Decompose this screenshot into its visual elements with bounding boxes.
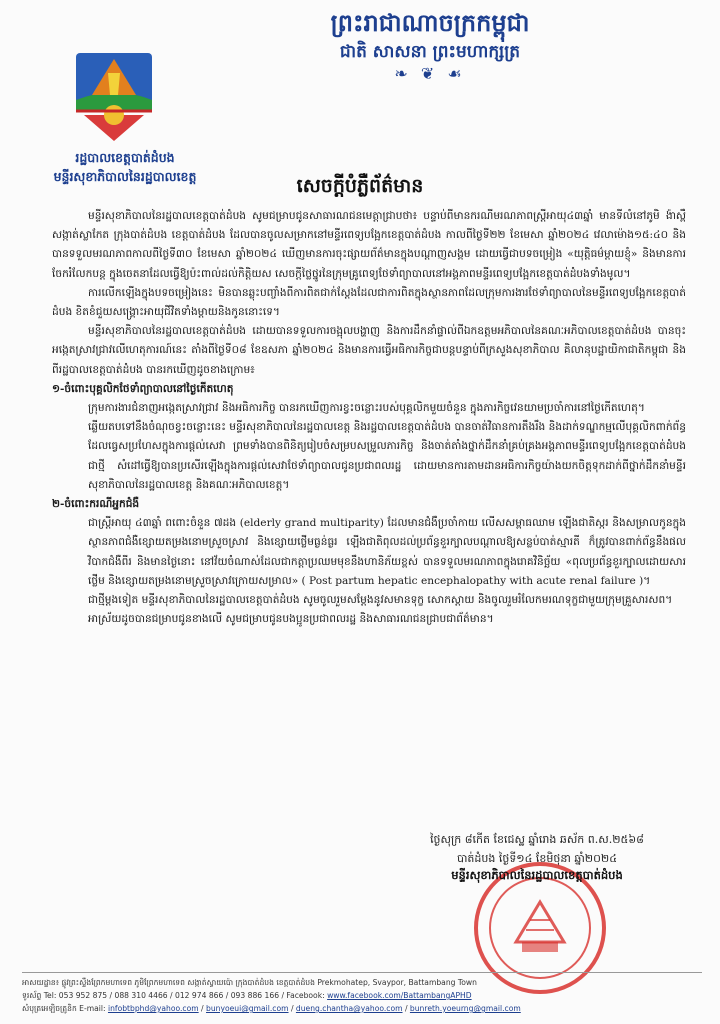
- document-body: [52, 207, 686, 629]
- section-patient-condolence: ជាថ្មីម្តងទៀត មន្ទីរសុខាភិបាលនៃរដ្ឋបាលខេត្តបាត់ដំបង សូមចូលរួមសម្តែងនូវសមានទុក្ខ សោកស្តាយ និងចូលរួមរំលែកមរណទុក្ខជាមួយក្រុមគ្រួសារសព។: [88, 594, 673, 607]
- kingdom-name: ព្រះរាជាណាចក្រកម្ពុជា: [330, 8, 530, 37]
- paragraph-investigation: មន្ទីរសុខាភិបាលនៃរដ្ឋបាលខេត្តបាត់ដំបង ដោយបានទទួលការចង្អុលបង្ហាញ និងការដឹកនាំផ្ទាល់ពីឯកឧត្តមអភិបាលនៃគណៈអភិបាលខេត្តបាត់ដំបង បានចុះអង្កេតស្រាវជ្រាវលើហេតុការណ៍នេះ តាំងពីថ្ងៃទី០៨ ខែឧសភា ឆ្នាំ២០២៤ និងមានការធ្វើអធិការកិច្ចជាបន្តបន្ទាប់ពីក្រសួងសុខាភិបាល គិលានុបដ្ឋាយិកាជាតិកម្ពុជា និងពីរដ្ឋបាលខេត្តបាត់ដំបង បានរកឃើញដូចខាងក្រោម៖: [52, 325, 686, 376]
- signer-name: មន្ទីរសុខាភិបាលនៃរដ្ឋបាលខេត្តបាត់ដំបង: [451, 868, 623, 882]
- footer-address: អាសយដ្ឋាន៖ ផ្លូវព្រះស្ទឹងព្រែកមហាទេព ភូមិព្រែកមហាទេព សង្កាត់ស្វាយប៉ោ ក្រុងបាត់ដំបង ខេត្តបាត់ដំបង Prekmohatep, Svaypor, Battambang Town: [22, 978, 477, 987]
- section-staff-measures: ឆ្លើយតបទៅនឹងចំណុចខ្វះចន្លោះនេះ មន្ទីរសុខាភិបាលនៃរដ្ឋបាលខេត្ត និងរដ្ឋបាលខេត្តបាត់ដំបង បានចាត់វិធានការតឹងរឹង និងដាក់ទណ្ឌកម្មលើបុគ្គលិកពាក់ព័ន្ធដែលធ្វេសប្រហែសក្នុងការផ្តល់សេវា ព្រមទាំងបានពិនិត្យរៀបចំសម្របសម្រួលភារកិច្ច និងចាត់តាំងថ្នាក់ដឹកនាំគ្រប់គ្រងអង្គភាពមន្ទីរពេទ្យបង្អែកខេត្តបាត់ដំបង ជាថ្មី សំដៅធ្វើឱ្យបានប្រសើរឡើងក្នុងការផ្តល់សេវាថែទាំព្យាបាលជូនប្រជាពលរដ្ឋ ដោយមានការតាមដានអធិការកិច្ចយ៉ាងយកចិត្តទុកដាក់ពីថ្នាក់ដឹកនាំមន្ទីរសុខាភិបាលនៃរដ្ឋបាលខេត្ត និងគណៈអភិបាលខេត្ត។: [88, 421, 686, 491]
- section-patient-title: ២-ចំពោះករណីអ្នកជំងឺ: [52, 498, 140, 511]
- paragraph-intro: មន្ទីរសុខាភិបាលនៃរដ្ឋបាលខេត្តបាត់ដំបង សូមជម្រាបជូនសាធារណជនមេត្តាជ្រាបថា៖ បន្ទាប់ពីមានករណីមរណភាពស្ត្រីអាយុ៤៣ឆ្នាំ មានទីលំនៅភូមិ ង៉ាស្ពឺ សង្កាត់ស្លាកែត ក្រុងបាត់ដំបង ខេត្តបាត់ដំបង ដែលបានចូលសម្រាកនៅមន្ទីរពេទ្យបង្អែកខេត្តបាត់ដំបង កាលពីថ្ងៃទី២២ ខែមេសា ឆ្នាំ២០២៤ វេលាម៉ោង១៥:៤០ និងបានទទួលមរណភាពកាលពីថ្ងៃទី៣០ ខែមេសា ឆ្នាំ២០២៤ ឃើញមានការចុះផ្សាយព័ត៌មានក្នុងបណ្តាញសង្គម ដោយធ្វើជាបទចម្រៀង «យុត្តិធម៌ម្តាយខ្ញុំ» និងមានការចែករំលែកបន្ត ក្នុងចេតនាដែលធ្វើឱ្យប៉ះពាល់ដល់កិត្តិយស សេចក្តីថ្លៃថ្នូរនៃក្រុមគ្រូពេទ្យថែទាំព្យាបាលនៅអង្គភាពមន្ទីរពេទ្យបង្អែកខេត្តបាត់ដំបងទាំងមូល។: [52, 210, 686, 280]
- email-label: សំបុត្រអេឡិចត្រូនិក E-mail:: [22, 1004, 108, 1013]
- health-department: មន្ទីរសុខាភិបាលនៃរដ្ឋបាលខេត្ត: [53, 169, 197, 184]
- lunar-date: ថ្ងៃសុក្រ ៨កើត ខែជេស្ឋ ឆ្នាំរោង ឆស័ក ព.ស.២៥៦៨: [430, 833, 644, 846]
- footer-contact: [22, 989, 702, 1002]
- paragraph-closing: អាស្រ័យដូចបានជម្រាបជូនខាងលើ សូមជម្រាបជូនបងប្អូនប្រជាពលរដ្ឋ និងសាធារណជនជ្រាបជាព័ត៌មាន។: [88, 613, 494, 626]
- document-title: សេចក្តីបំភ្លឺព័ត៌មាន: [296, 175, 424, 197]
- footer-phone: ទូរស័ព្ទ Tel: 053 952 875 / 088 310 4466 / 012 974 866 / 093 886 166 / Facebook:: [22, 991, 328, 1000]
- section-staff-title: ១-ចំពោះបុគ្គលិកថែទាំព្យាបាលនៅថ្ងៃកើតហេតុ: [52, 382, 234, 395]
- email-link-bunyoeui[interactable]: bunyoeui@gmail.com: [206, 1004, 289, 1013]
- national-motto: ជាតិ សាសនា ព្រះមហាក្សត្រ: [339, 42, 521, 62]
- ministry-logo-icon: [64, 45, 164, 145]
- kingdom-header: [210, 8, 650, 83]
- paragraph-song: ការលើកឡើងក្នុងបទចម្រៀងនេះ មិនបានឆ្លុះបញ្ចាំងពីការពិតជាក់ស្តែងដែលជាការពិតក្នុងស្ថានភាពដែលក្រុមការងារថែទាំព្យាបាលនៃមន្ទីរពេទ្យបង្អែកខេត្តបាត់ដំបង ខិតខំជួយសង្គ្រោះអាយុជីវិតទាំងម្តាយនិងកូននោះទេ។: [52, 286, 686, 319]
- ornament-icon: ❧ ❦ ☙: [394, 64, 466, 83]
- section-patient-diagnosis: ជាស្ត្រីអាយុ ៤៣ឆ្នាំ ពពោះចំនួន ៧ដង (elderly grand multiparity) ដែលមានជំងឺប្រចាំកាយ លើសសម្ពាធឈាម ឡើងជាតិស្ករ និងសម្រាលកូនក្នុងស្ថានភាពជំងឺខ្សោយតម្រងនោមស្រួចស្រាវ និងខ្សោយថ្លើមធ្ងន់ធ្ងរ ឡើងជាតិពុលដល់ប្រព័ន្ធខួរក្បាលបណ្តាលឱ្យសន្លប់បាត់ស្មារតី ក៏ត្រូវបានពាក់ព័ន្ធនឹងផលវិបាកជំងឺពីរ និងមានថ្ងៃនោះ នៅវ័យចំណាស់ដែលជាកត្តាប្រឈមមុខនឹងហានិភ័យខ្ពស់ បានទទួលមរណភាពក្នុងរោគវិនិច្ឆ័យ «ពុលប្រព័ន្ធខួរក្បាលដោយសារថ្លើម និងខ្សោយតម្រងនោមស្រួចស្រាវក្រោយសម្រាល» ( Post partum hepatic encephalopathy with acute renal failure )។: [88, 517, 686, 587]
- email-link-bunreth[interactable]: bunreth.yoeurng@gmail.com: [409, 1004, 521, 1013]
- footer-emails: សំបុត្រអេឡិចត្រូនិក E-mail: infobtbphd@yahoo.com / bunyoeui@gmail.com / dueng.chantha@yahoo.com / bunreth.yoeurng@gmail.com: [22, 1004, 521, 1013]
- section-staff-finding: ក្រុមការងារជំនាញអង្កេតស្រាវជ្រាវ និងអធិការកិច្ច បានរកឃើញការខ្វះចន្លោះរបស់បុគ្គលិកមួយចំនួន ក្នុងភារកិច្ចវេនយាមប្រចាំការនៅថ្ងៃកើតហេតុ។: [88, 402, 645, 415]
- province-administration: រដ្ឋបាលខេត្តបាត់ដំបង: [75, 150, 175, 165]
- solar-date: បាត់ដំបង ថ្ងៃទី១៤ ខែមិថុនា ឆ្នាំ២០២៤: [456, 852, 618, 865]
- facebook-link[interactable]: www.facebook.com/BattambangAPHD: [327, 991, 472, 1000]
- footer: [22, 972, 702, 1015]
- email-link-info[interactable]: infobtbphd@yahoo.com: [107, 1004, 199, 1013]
- email-link-dueng[interactable]: dueng.chantha@yahoo.com: [295, 1004, 403, 1013]
